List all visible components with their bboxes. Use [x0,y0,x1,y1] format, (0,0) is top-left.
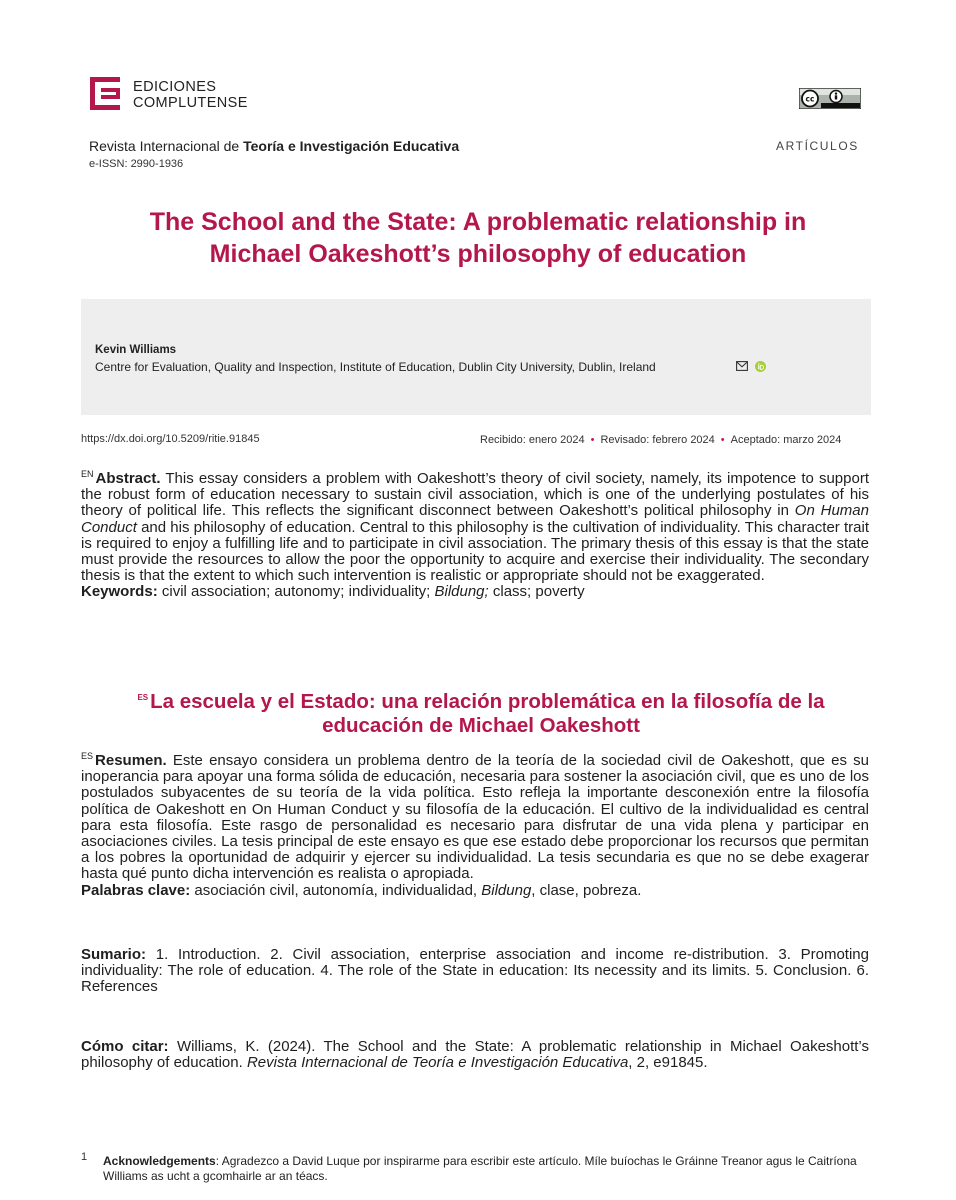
lang-tag: EN [81,469,94,479]
footnote: Acknowledgements: Agradezco a David Luque por inspirarme para escribir este artículo. Míle buíochas le Gráinne Treanor agus le Caitríona Williams as ucht a gcomhairle ar an téacs. [103,1154,857,1183]
author-name: Kevin Williams [95,344,177,356]
svg-text:cc: cc [805,94,815,104]
cc-by-license-icon[interactable] [799,88,861,109]
footnote-number: 1 [81,1151,88,1163]
journal-name: Revista Internacional de Teoría e Investigación Educativa [89,138,460,154]
publisher-name: EDICIONES COMPLUTENSE [133,79,248,111]
article-title: The School and the State: A problematic relationship in Michael Oakeshott’s philosophy of education [149,208,807,268]
received-date: Recibido: enero 2024 [480,434,585,446]
keywords-label: Keywords: [81,583,158,601]
abstract-en: $^{EN}$ Abstract. This essay considers a problem with Oakeshott’s theory of civil society, namely, its impotence to support the robust form of education necessary to sustain civil association, which is one of the underlying postulates of his theory of political life. This reflects the significant disconnect between Oakeshott’s political philosophy in On Human Conduct and his philosophy of education. Central to this philosophy is the cultivation of individuality. This character trait is required to enjoy a fulfilling life and to participate in civil association. The primary thesis of this essay is that the state must provide the resources to allow the poor the opportunity to acquire and exercise their individuality. The secondary thesis is that the extent to which such intervention is realistic or appropriate should not be exaggerated. Keywords: civil association; autonomy; individuality; Bildung; class; poverty [81,469,869,601]
author-box [81,299,871,415]
lang-tag: ES [81,751,94,761]
revised-date: Revisado: febrero 2024 [600,434,715,446]
separator-dot: • [720,434,725,446]
section-label: ARTÍCULOS [776,139,859,153]
publisher-logo-icon [90,77,120,110]
accepted-date: Aceptado: marzo 2024 [730,434,842,446]
separator-dot: • [590,434,595,446]
author-affiliation: Centre for Evaluation, Quality and Inspection, Institute of Education, Dublin City University, Dublin, Ireland [95,360,656,374]
journal-issn: e-ISSN: 2990-1936 [89,158,184,170]
article-dates [480,434,876,446]
abstract-es: $^{ES}$ Resumen. Este ensayo considera un problema dentro de la teoría de la sociedad civil de Oakeshott, que es su inoperancia para apoyar una forma sólida de educación, necesaria para sostener la asociación civil, que es uno de los postulados subyacentes de su teoría de la vida política. Esto refleja la importante desconexión entre la filosofía política de Oakeshott en On Human Conduct y su filosofía de la educación. El cultivo de la individualidad es central para esta filosofía. Este rasgo de personalidad es necesario para disfrutar de una vida plena y participar en asociaciones civiles. La tesis principal de este ensayo es que ese estado debe proporcionar los recursos que permitan a los pobres la oportunidad de adquirir y ejercer su individualidad. La tesis secundaria es que no se debe exagerar hasta qué punto dicha intervención es realista o apropiada. Palabras clave: asociación civil, autonomía, individualidad, Bildung, clase, pobreza. [81,751,869,899]
mail-icon[interactable] [736,361,748,371]
citation: Cómo citar: Williams, K. (2024). The School and the State: A problematic relationship in Michael Oakeshott’s philosophy of education. Revista Internacional de Teoría e Investigación Educativa, 2, e91845. [81,1038,869,1072]
palabras-clave-label: Palabras clave: [81,881,191,899]
doi-link[interactable]: https://dx.doi.org/10.5209/ritie.91845 [81,433,260,445]
summary: Sumario: 1. Introduction. 2. Civil association, enterprise association and income re-distribution. 3. Promoting individuality: The role of education. 4. The role of the State in education: Its necessity and its limits. 5. Conclusion. 6. References [81,946,869,996]
spanish-title: $^{ES}$La escuela y el Estado: una relación problemática en la filosofía de la educación de Michael Oakeshott [137,690,825,737]
orcid-icon[interactable] [755,361,766,372]
